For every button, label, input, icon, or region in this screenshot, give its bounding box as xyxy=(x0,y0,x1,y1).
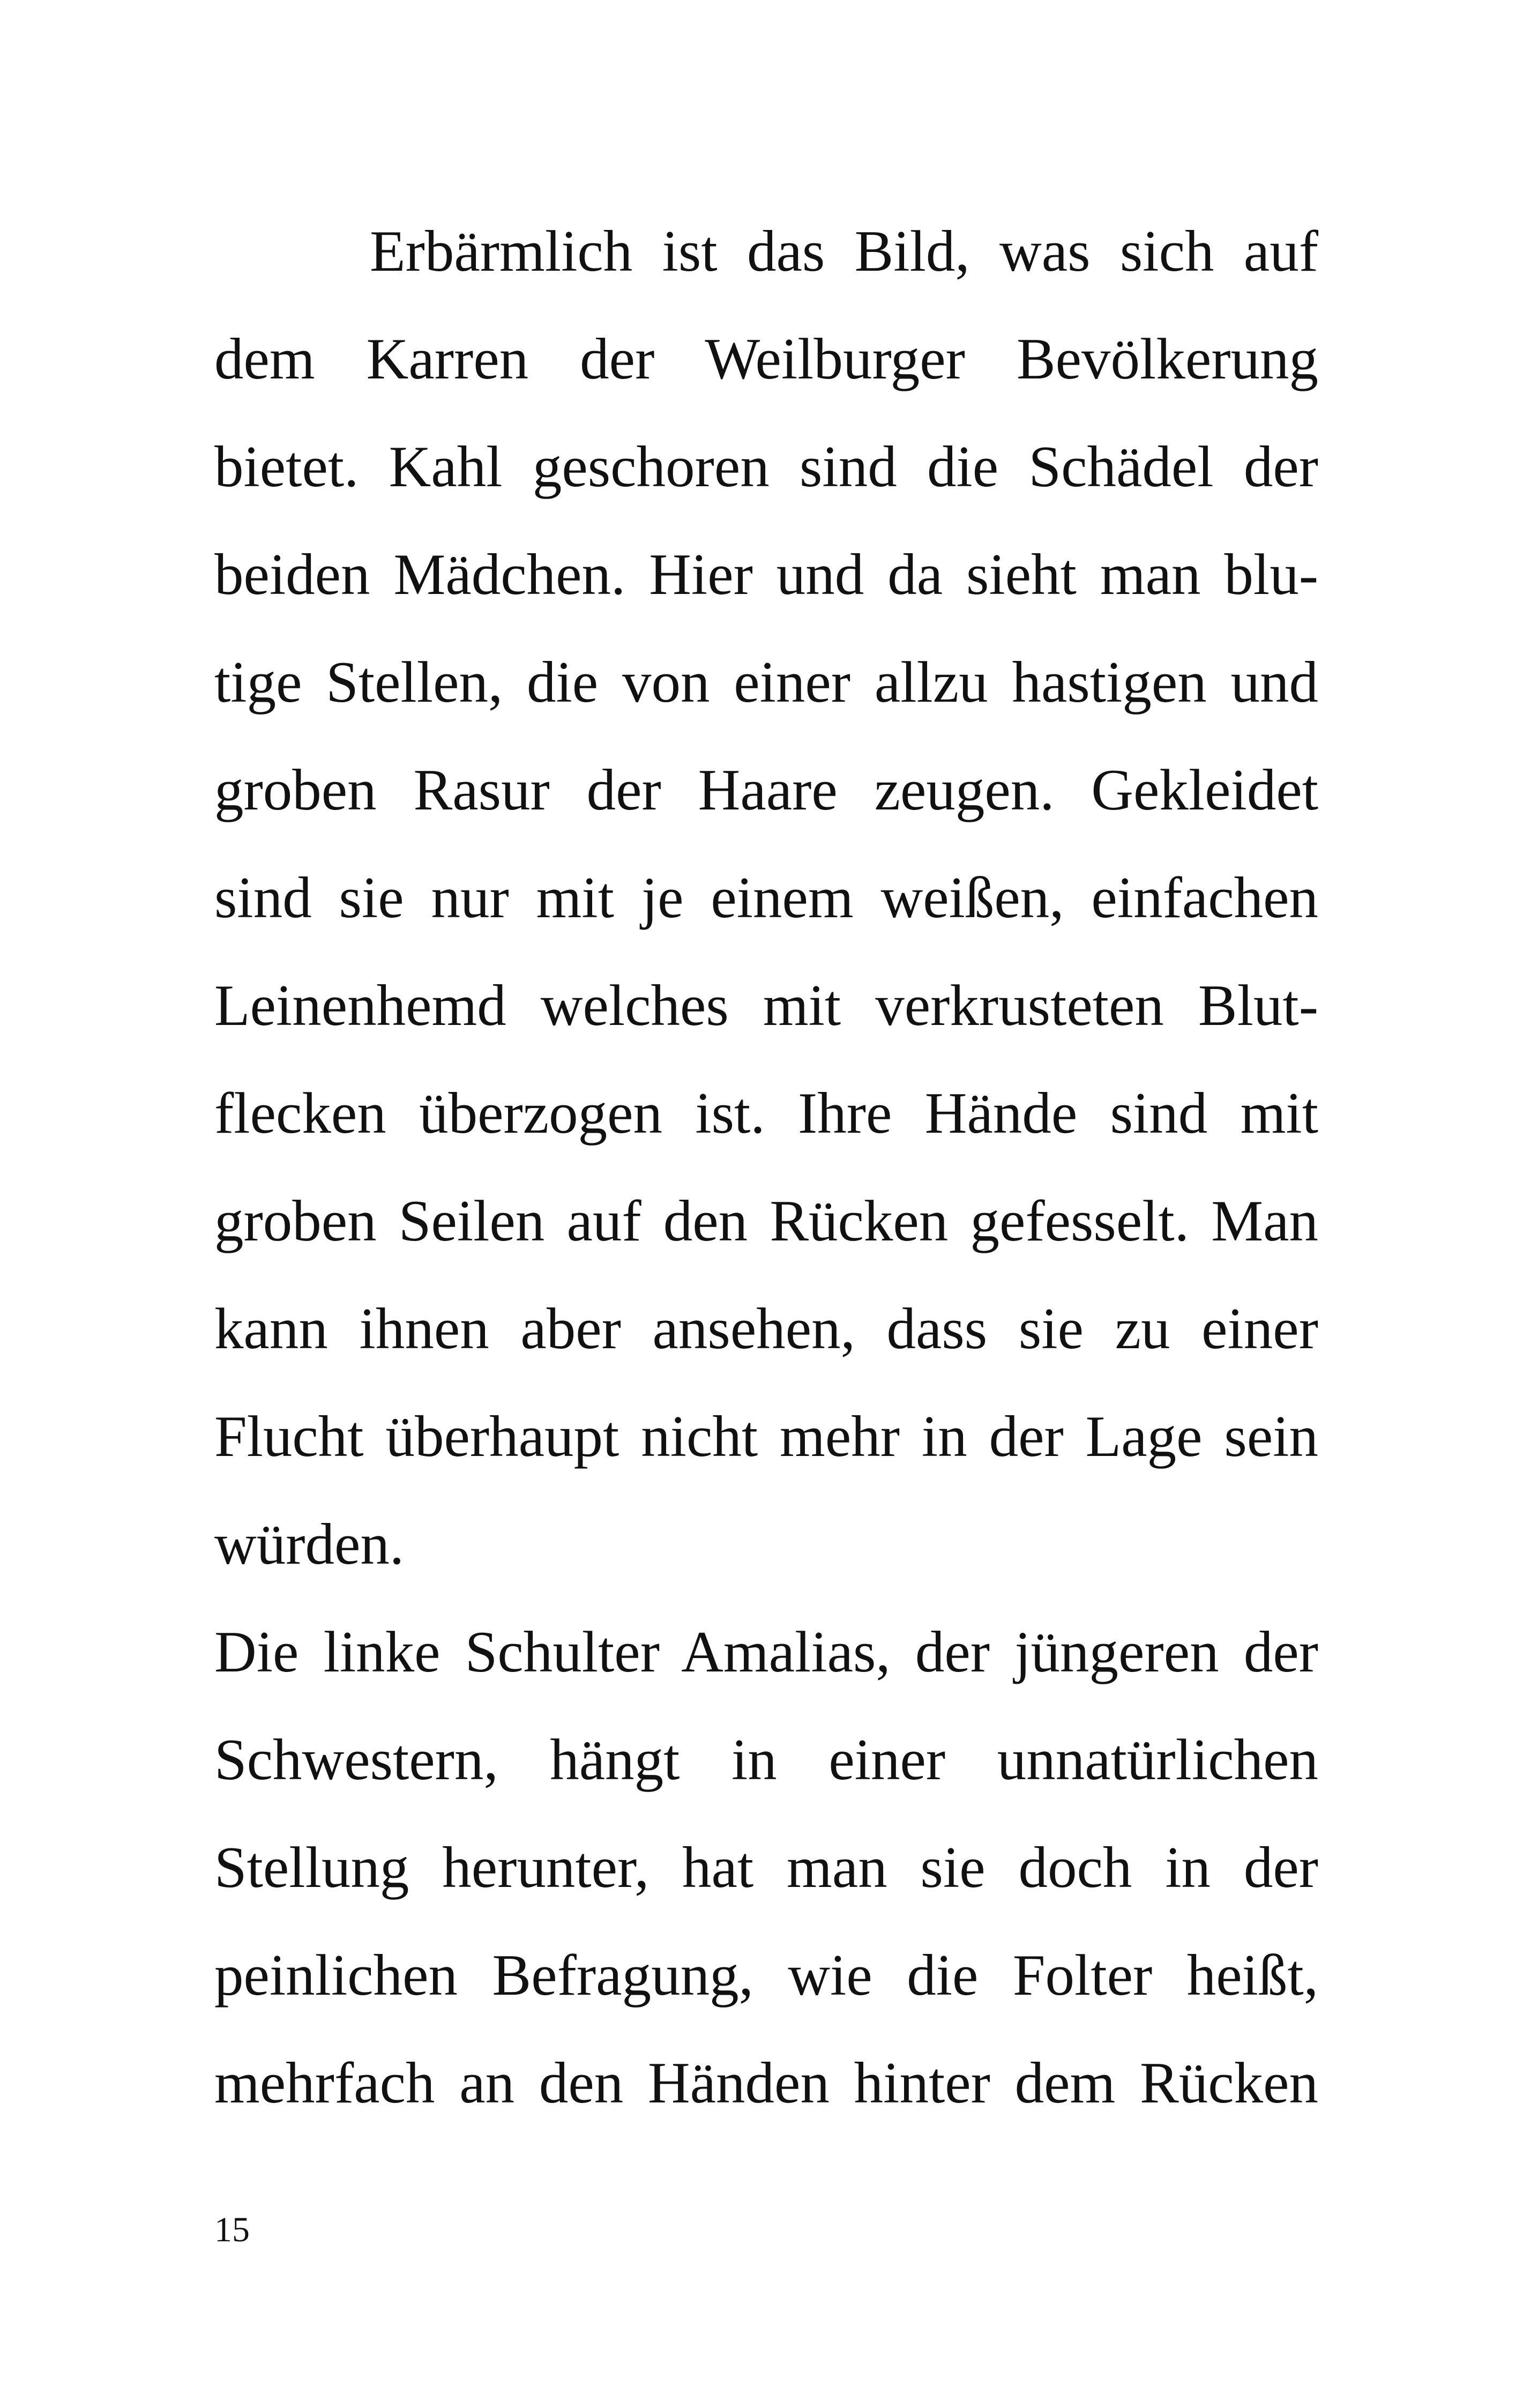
text-line: groben Rasur der Haare zeugen. Gekleidet xyxy=(214,757,1318,822)
text-line: dem Karren der Weilburger Bevölkerung xyxy=(214,326,1318,391)
text-line: kann ihnen aber ansehen, dass sie zu einer xyxy=(214,1296,1318,1361)
body-text xyxy=(214,197,1318,2137)
text-line: Leinenhemd welches mit verkrusteten Blut- xyxy=(214,973,1318,1038)
text-line: groben Seilen auf den Rücken gefesselt. Man xyxy=(214,1188,1318,1253)
text-line: Schwestern, hängt in einer unnatürlichen xyxy=(214,1727,1318,1792)
text-line: tige Stellen, die von einer allzu hastigen und xyxy=(214,650,1318,715)
text-line: peinlichen Befragung, wie die Folter heißt, xyxy=(214,1943,1318,2008)
page-number: 15 xyxy=(214,2210,250,2249)
text-line: Flucht überhaupt nicht mehr in der Lage sein xyxy=(214,1404,1318,1469)
text-line: würden. xyxy=(214,1512,405,1577)
text-line: sind sie nur mit je einem weißen, einfachen xyxy=(214,865,1318,930)
text-line: mehrfach an den Händen hinter dem Rücken xyxy=(214,2050,1318,2115)
text-line: beiden Mädchen. Hier und da sieht man blu- xyxy=(214,542,1318,607)
text-line: bietet. Kahl geschoren sind die Schädel der xyxy=(214,434,1318,499)
text-line: Erbärmlich ist das Bild, was sich auf xyxy=(370,219,1318,284)
text-line: Die linke Schulter Amalias, der jüngeren der xyxy=(214,1619,1318,1684)
text-line: Stellung herunter, hat man sie doch in der xyxy=(214,1835,1318,1900)
text-line: flecken überzogen ist. Ihre Hände sind mit xyxy=(214,1081,1318,1146)
